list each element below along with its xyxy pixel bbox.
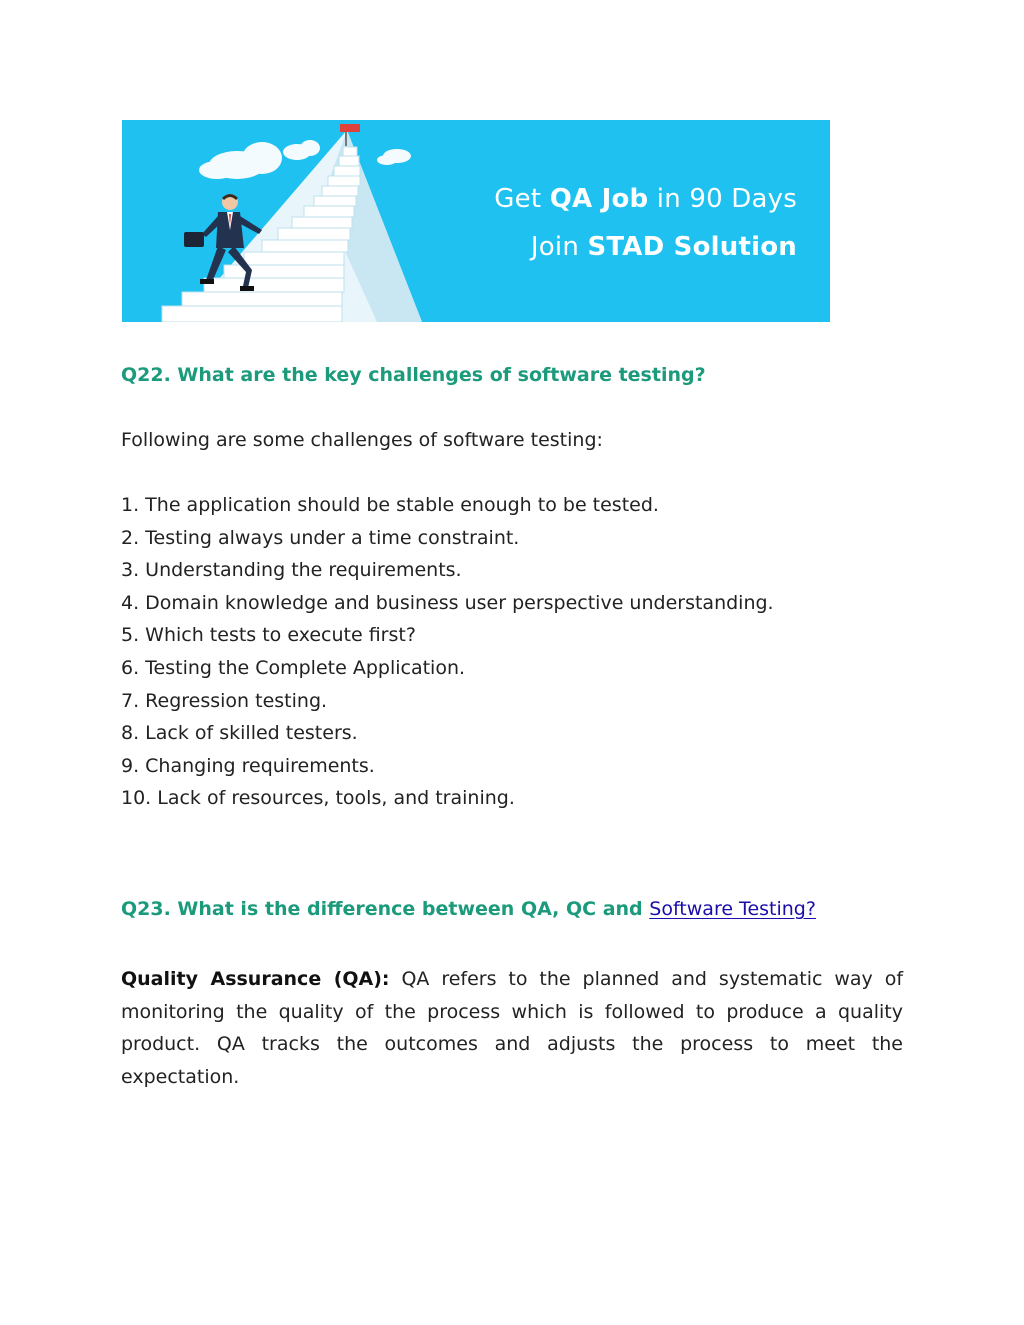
challenges-intro: Following are some challenges of software testing: <box>121 429 603 451</box>
flag-icon <box>340 124 360 132</box>
qa-term: Quality Assurance (QA): <box>121 968 390 990</box>
banner-illustration <box>122 120 830 322</box>
list-item: 4. Domain knowledge and business user perspective understanding. <box>121 591 774 614</box>
qa-definition: QA refers to the planned and systematic way of monitoring the quality of the process which is followed to produce a quality product. QA tracks the outcomes and adjusts the process to meet the expectation. <box>121 968 904 1088</box>
promo-banner <box>122 120 830 322</box>
banner-subheadline: Join STAD Solution <box>530 232 797 262</box>
software-testing-link[interactable]: Software Testing? <box>649 898 816 920</box>
list-item: 9. Changing requirements. <box>121 754 375 777</box>
banner-headline: Get QA Job in 90 Days <box>494 184 797 214</box>
list-item: 8. Lack of skilled testers. <box>121 722 358 745</box>
question-22-heading: Q22. What are the key challenges of software testing? <box>121 364 706 386</box>
list-item: 5. Which tests to execute first? <box>121 624 416 647</box>
list-item: 3. Understanding the requirements. <box>121 559 462 582</box>
list-item: 7. Regression testing. <box>121 689 328 712</box>
challenges-list <box>121 493 774 819</box>
quality-assurance-paragraph <box>121 963 903 1093</box>
list-item: 1. The application should be stable enough to be tested. <box>121 494 659 516</box>
list-item: 10. Lack of resources, tools, and training. <box>121 787 515 810</box>
list-item: 6. Testing the Complete Application. <box>121 656 466 679</box>
briefcase-icon <box>184 232 204 247</box>
question-23-heading-text: Q23. What is the difference between QA, QC and <box>121 898 650 920</box>
list-item: 2. Testing always under a time constraint. <box>121 526 520 549</box>
question-23-heading <box>121 898 816 920</box>
